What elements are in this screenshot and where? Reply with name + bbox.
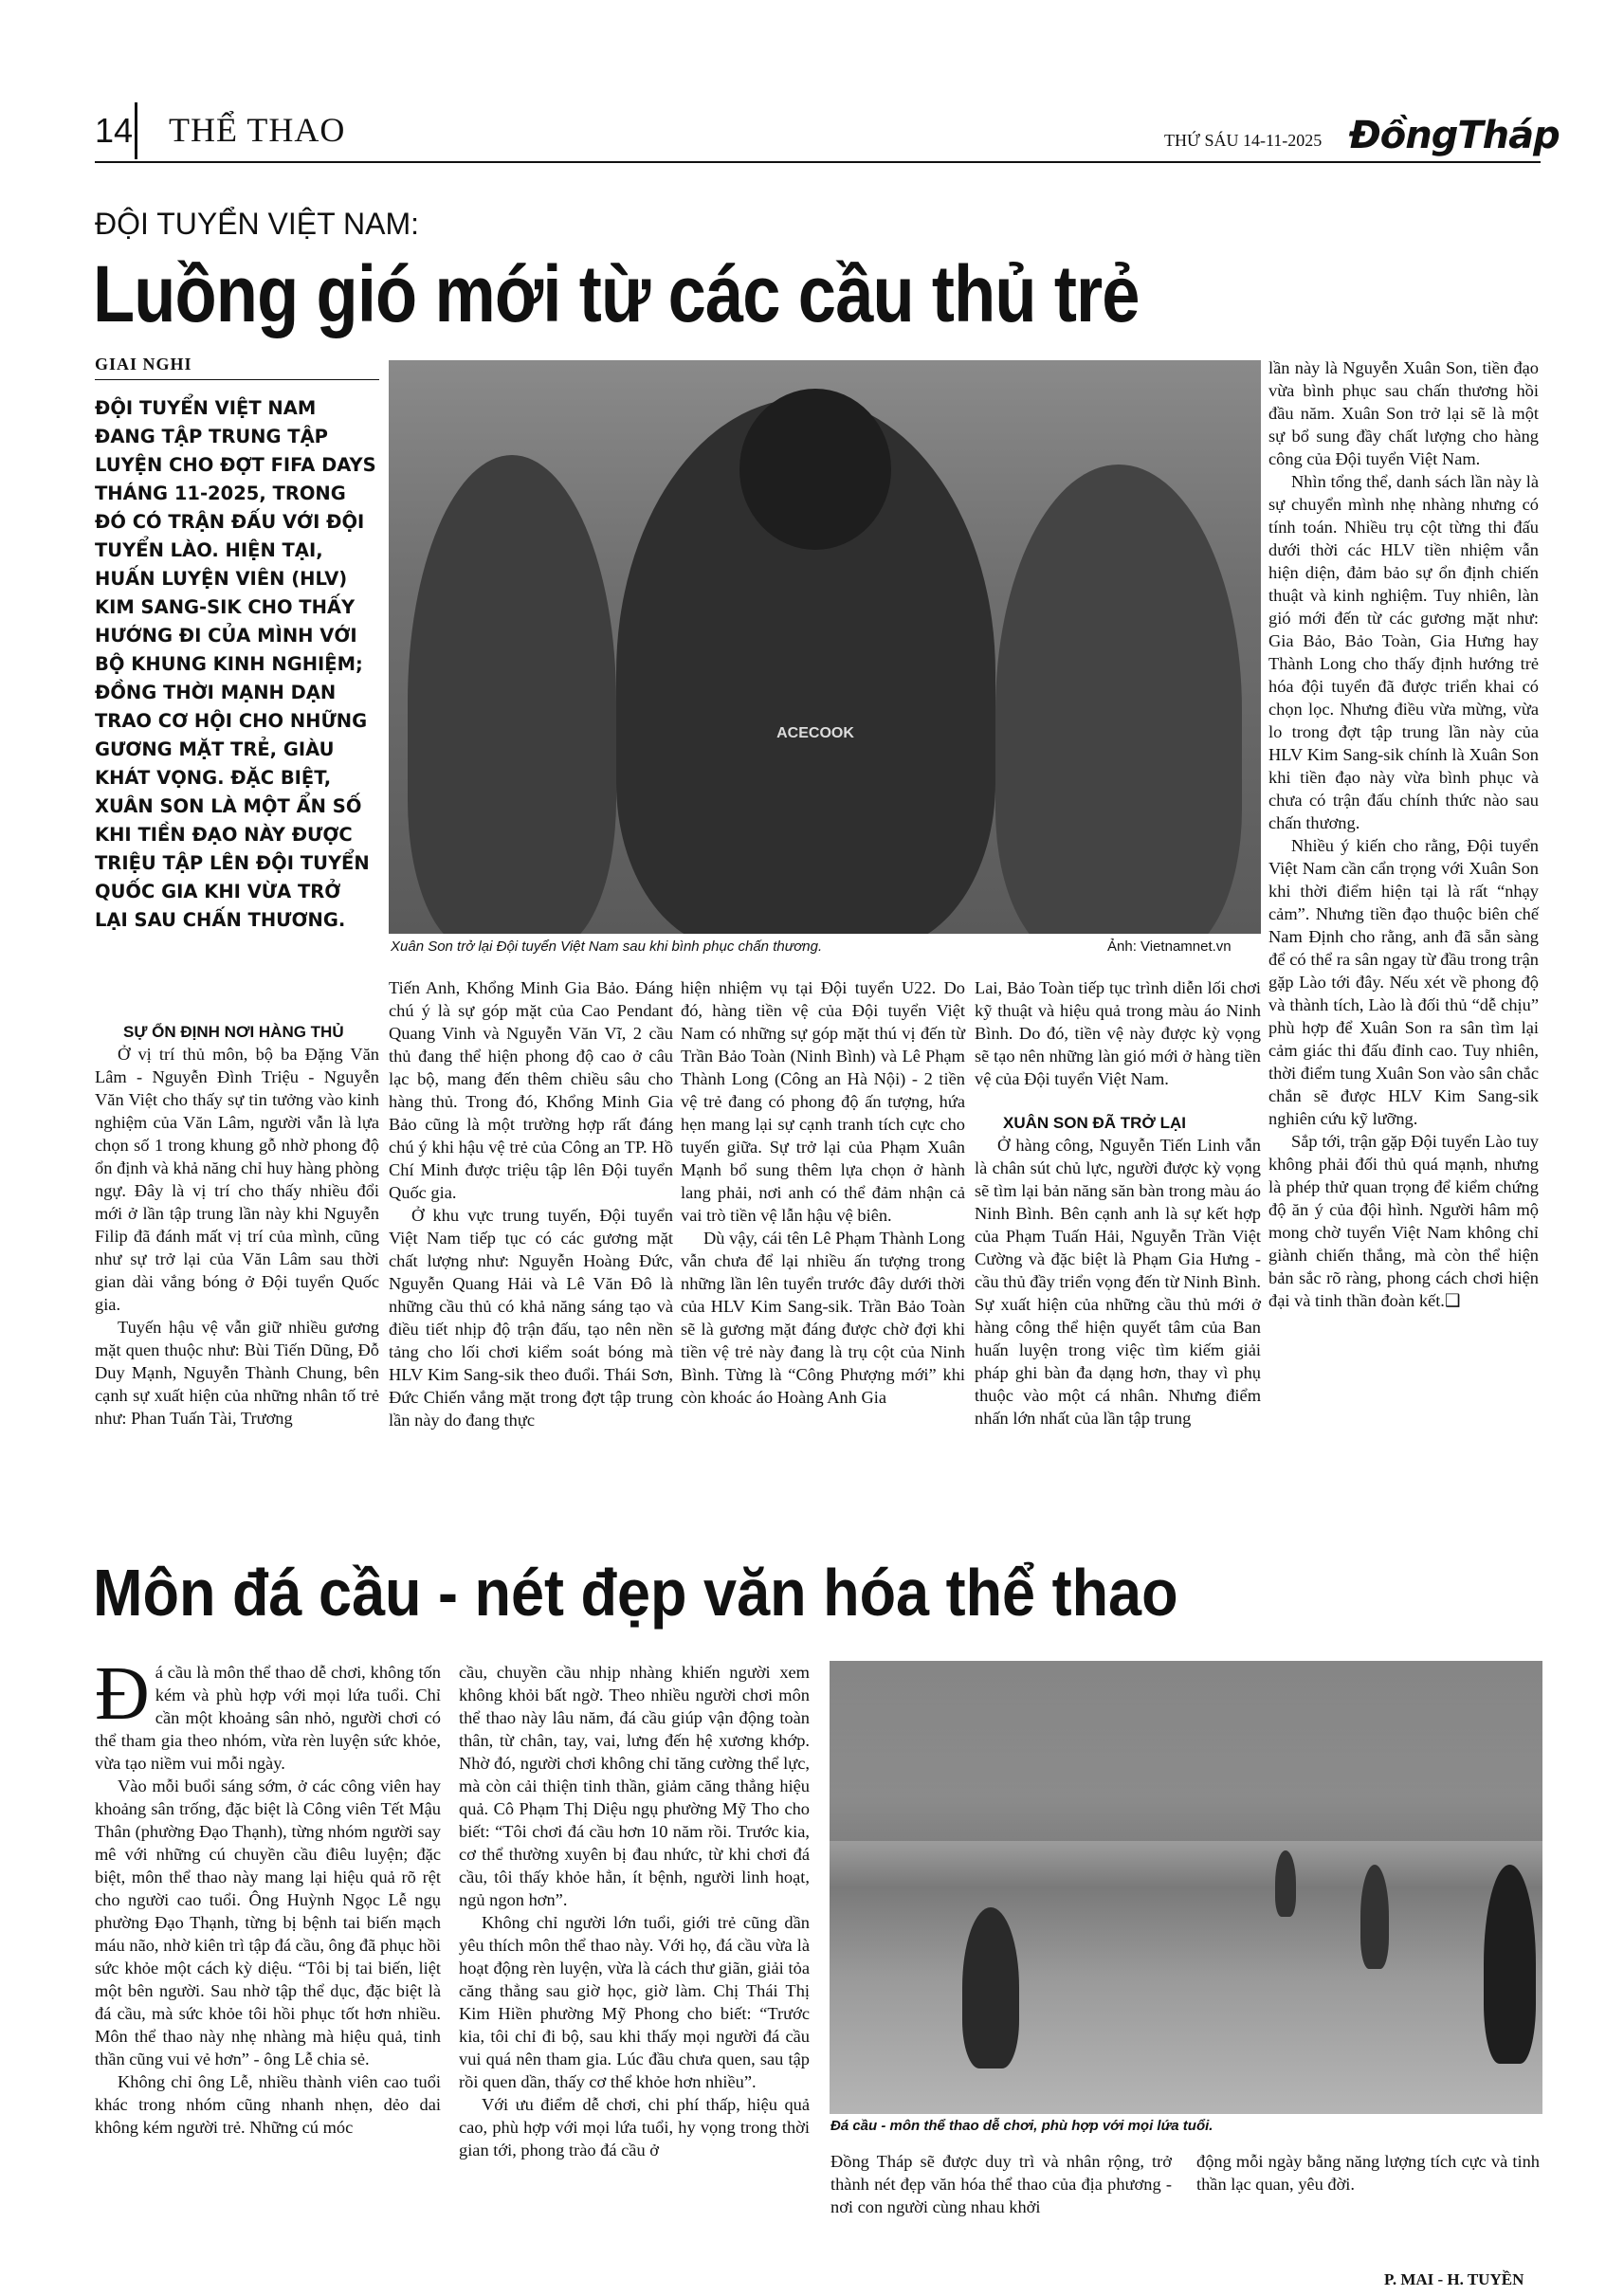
article1-col4b xyxy=(975,1134,1261,1430)
article1-author: GIAI NGHI xyxy=(95,355,192,374)
article2-col4 xyxy=(1196,2150,1540,2196)
paragraph: Sắp tới, trận gặp Đội tuyển Lào tuy không phải đối thủ quá mạnh, nhưng là phép thử quan trọng để kiểm chứng độ ăn ý của đội hình. Người hâm mộ mong chờ tuyển Việt Nam không chỉ giành chiến thắng, mà còn thể hiện bản sắc rõ ràng, phong cách chơi hiện đại và tinh thần đoàn kết.❑ xyxy=(1268,1132,1539,1310)
main-photo-credit: Ảnh: Vietnamnet.vn xyxy=(1107,938,1232,955)
paragraph: Nhìn tổng thể, danh sách lần này là sự chuyển mình nhẹ nhàng nhưng có tính toán. Nhiều trụ cột từng thi đấu dưới thời các HLV tiền nhiệm vẫn hiện diện, đảm bảo sự ổn định chiến thuật và kinh nghiệm. Tuy nhiên, làn gió mới đến từ các gương mặt như: Gia Bảo, Bảo Toàn, Gia Hưng hay Thành Long cho thấy định hướng trẻ hóa đội tuyển đã được triển khai có chọn lọc. Nhưng điều vừa mừng, vừa lo trong đợt tập trung lần này của HLV Kim Sang-sik chính là Xuân Son khi tiền đạo này vừa bình phục và chưa có trận đấu chính thức nào sau chấn thương. xyxy=(1268,472,1539,832)
paragraph: Ở vị trí thủ môn, bộ ba Đặng Văn Lâm - Nguyễn Đình Triệu - Nguyễn Văn Việt cho thấy sự tin tưởng vào kinh nghiệm của Văn Lâm, người vẫn là lựa chọn số 1 trong khung gỗ nhờ phong độ ổn định và khả năng chỉ huy hàng phòng ngự. Đây là vị trí cho thấy nhiều đổi mới ở lần tập trung lần này khi Nguyễn Filip đã đánh mất vị trí của mình, cũng như sự trở lại của Văn Lâm sau thời gian dài vắng bóng ở Đội tuyển Quốc gia. xyxy=(95,1045,379,1314)
player-figure xyxy=(1275,1850,1296,1917)
article1-kicker: ĐỘI TUYỂN VIỆT NAM: xyxy=(95,207,419,241)
subheading-xuan-son: XUÂN SON ĐÃ TRỞ LẠI xyxy=(1003,1114,1187,1132)
shuttlecock-photo xyxy=(830,1661,1542,2114)
paragraph: Ở khu vực trung tuyến, Đội tuyển Việt Nam tiếp tục có các gương mặt chất lượng như: Nguyễn Hoàng Đức, Nguyễn Quang Hải và Lê Văn Đô là những cầu thủ có khả năng sáng tạo và điều tiết nhịp độ trận đấu, tạo nên nền tảng cho lối chơi kiểm soát bóng mà HLV Kim Sang-sik theo đuổi. Thái Sơn, Đức Chiến vắng mặt trong đợt tập trung lần này do đang thực xyxy=(389,1206,673,1430)
article2-col3 xyxy=(830,2150,1172,2218)
article2-byline: P. MAI - H. TUYỀN xyxy=(1384,2270,1524,2288)
paragraph: Không chỉ ông Lễ, nhiều thành viên cao tuổi khác trong nhóm cũng nhanh nhẹn, dẻo dai không kém người trẻ. Những cú móc xyxy=(95,2072,441,2137)
player-figure xyxy=(1484,1865,1536,2064)
section-title: THỂ THAO xyxy=(169,111,346,149)
main-photo-caption: Xuân Son trở lại Đội tuyển Việt Nam sau khi bình phục chấn thương. xyxy=(391,938,823,955)
newspaper-logo: ĐồngTháp xyxy=(1349,114,1560,157)
player-left xyxy=(408,455,616,934)
paragraph: cầu, chuyền cầu nhịp nhàng khiến người xem không khỏi bất ngờ. Theo nhiều người chơi môn thể thao này lâu năm, đá cầu giúp vận động toàn thân, từ chân, tay, vai, lưng đến hệ xương khớp. Nhờ đó, người chơi không chỉ tăng cường thể lực, mà còn cải thiện tinh thần, giảm căng thẳng hiệu quả. Cô Phạm Thị Diệu ngụ phường Mỹ Tho cho biết: “Tôi chơi đá cầu hơn 10 năm rồi. Trước kia, cơ thể thường xuyên bị đau nhức, từ khi chơi đá cầu, tôi thấy khỏe hẳn, ít bệnh, người linh hoạt, ngủ ngon hơn”. xyxy=(459,1663,810,1909)
author-rule xyxy=(95,379,379,380)
main-photo xyxy=(389,360,1261,934)
paragraph-text: á cầu là môn thể thao dễ chơi, không tốn kém và phù hợp với mọi lứa tuổi. Chỉ cần một khoảng sân nhỏ, người chơi có thể tham gia theo nhóm, vừa rèn luyện sức khỏe, vừa tạo niềm vui mỗi ngày. xyxy=(95,1663,441,1773)
paragraph: Với ưu điểm dễ chơi, chi phí thấp, hiệu quả cao, phù hợp với mọi lứa tuổi, hy vọng trong thời gian tới, phong trào đá cầu ở xyxy=(459,2095,810,2159)
player-center-head xyxy=(739,389,891,550)
page-number: 14 xyxy=(95,102,137,159)
paragraph: hiện nhiệm vụ tại Đội tuyển U22. Do đó, hàng tiền vệ của Đội tuyển Việt Nam có những sự góp mặt thú vị đến từ Trần Bảo Toàn (Ninh Bình) và Lê Phạm Thành Long (Công an Hà Nội) - 2 tiền vệ trẻ đang có phong độ ấn tượng, hứa hẹn mang lại sự cạnh tranh tích cực cho tuyến giữa. Sự trở lại của Phạm Xuân Mạnh bổ sung thêm lựa chọn ở hành lang phải, nơi anh có thể đảm nhận cả vai trò tiền vệ lẫn hậu vệ biên. xyxy=(681,978,965,1225)
article1-col4a xyxy=(975,976,1261,1090)
paragraph: Lai, Bảo Toàn tiếp tục trình diễn lối chơi kỹ thuật và hiệu quả trong màu áo Ninh Bình. Do đó, tiền vệ này được kỳ vọng sẽ tạo nên những làn gió mới ở hàng tiền vệ của Đội tuyển Việt Nam. xyxy=(975,978,1261,1088)
paragraph: lần này là Nguyễn Xuân Son, tiền đạo vừa bình phục sau chấn thương hồi đầu năm. Xuân Son trở lại sẽ là một sự bổ sung đầy chất lượng cho hàng công của Đội tuyển Việt Nam. xyxy=(1268,358,1539,468)
paragraph: Nhiều ý kiến cho rằng, Đội tuyển Việt Nam cần cẩn trọng với Xuân Son khi thời điểm hiện tại là rất “nhạy cảm”. Nhưng tiền đạo thuộc biên chế Nam Định cho rằng, anh đã sẵn sàng để có thể ra sân ngay từ đầu trong trận gặp Lào tới đây. Nếu xét về phong độ và thành tích, Lào là đối thủ “dễ chịu” phù hợp để Xuân Son ra sân tìm lại cảm giác thi đấu đỉnh cao. Tuy nhiên, thời điểm tung Xuân Son vào sân chắc chắn sẽ được HLV Kim Sang-sik nghiên cứu kỹ lưỡng. xyxy=(1268,836,1539,1128)
shuttlecock-photo-caption: Đá cầu - môn thể thao dễ chơi, phù hợp với mọi lứa tuổi. xyxy=(830,2118,1213,2134)
article1-col2 xyxy=(389,976,673,1431)
article1-col5 xyxy=(1268,356,1539,1312)
player-right xyxy=(995,465,1242,934)
article1-sapo: ĐỘI TUYỂN VIỆT NAM ĐANG TẬP TRUNG TẬP LUYỆN CHO ĐỢT FIFA DAYS THÁNG 11-2025, TRONG ĐÓ CÓ TRẬN ĐẤU VỚI ĐỘI TUYỂN LÀO. HIỆN TẠI, HUẤN LUYỆN VIÊN (HLV) KIM SANG-SIK CHO THẤY HƯỚNG ĐI CỦA MÌNH VỚI BỘ KHUNG KINH NGHIỆM; ĐỒNG THỜI MẠNH DẠN TRAO CƠ HỘI CHO NHỮNG GƯƠNG MẶT TRẺ, GIÀU KHÁT VỌNG. ĐẶC BIỆT, XUÂN SON LÀ MỘT ẨN SỐ KHI TIỀN ĐẠO NÀY ĐƯỢC TRIỆU TẬP LÊN ĐỘI TUYỂN QUỐC GIA KHI VỪA TRỞ LẠI SAU CHẤN THƯƠNG. xyxy=(95,397,376,931)
subheading-defense: SỰ ỔN ĐỊNH NƠI HÀNG THỦ xyxy=(123,1023,344,1041)
issue-date: THỨ SÁU 14-11-2025 xyxy=(1164,131,1323,150)
article2-col1 xyxy=(95,1652,441,2139)
paragraph: Đồng Tháp sẽ được duy trì và nhân rộng, trở thành nét đẹp văn hóa thể thao của địa phương - nơi con người cùng nhau khởi xyxy=(830,2152,1172,2216)
paragraph: Ở hàng công, Nguyễn Tiến Linh vẫn là chân sút chủ lực, người được kỳ vọng sẽ tìm lại bản năng săn bàn trong màu áo Ninh Bình. Bên cạnh anh là sự kết hợp của Phạm Tuấn Hải, Nguyễn Trần Việt Cường và đặc biệt là Phạm Gia Hưng - cầu thủ đầy triển vọng đến từ Ninh Bình. Sự xuất hiện của những cầu thủ mới ở hàng công thể hiện quyết tâm của Ban huấn luyện trong việc tìm kiếm giải pháp ghi bàn đa dạng hơn, thay vì phụ thuộc vào một cá nhân. Nhưng điểm nhấn lớn nhất của lần tập trung xyxy=(975,1136,1261,1428)
tree-canopy xyxy=(830,1661,1542,1841)
paragraph: Tiến Anh, Khổng Minh Gia Bảo. Đáng chú ý là sự góp mặt của Cao Pendant Quang Vinh và Nguyễn Văn Vĩ, 2 cầu thủ đang thể hiện phong độ cao ở câu lạc bộ, mang đến thêm chiều sâu cho hàng thủ. Trong đó, Khổng Minh Gia Bảo cũng là một trường hợp rất đáng chú ý khi hậu vệ trẻ của Công an TP. Hồ Chí Minh được triệu tập lên Đội tuyển Quốc gia. xyxy=(389,978,673,1202)
paragraph: Vào mỗi buổi sáng sớm, ở các công viên hay khoảng sân trống, đặc biệt là Công viên Tết Mậu Thân (phường Đạo Thạnh), từng nhóm người say mê với những cú chuyền cầu điêu luyện; đặc biệt, môn thể thao này mang lại hiệu quả rõ rệt cho người cao tuổi. Ông Huỳnh Ngọc Lễ ngụ phường Đạo Thạnh, từng bị bệnh tai biến mạch máu não, nhờ kiên trì tập đá cầu, ông đã phục hồi sức khỏe một cách kỳ diệu. “Tôi bị tai biến, liệt một bên người. Sau nhờ tập thể dục, đặc biệt là đá cầu, mà sức khỏe tôi hồi phục tốt hơn nhiều. Môn thể thao này nhẹ nhàng mà hiệu quả, tinh thần cũng vui vẻ hơn” - ông Lễ chia sẻ. xyxy=(95,1777,441,2068)
paragraph: Tuyến hậu vệ vẫn giữ nhiều gương mặt quen thuộc như: Bùi Tiến Dũng, Đỗ Duy Mạnh, Nguyễn Thành Chung, bên cạnh sự xuất hiện của những nhân tố trẻ như: Phan Tuấn Tài, Trương xyxy=(95,1318,379,1428)
shirt-sponsor-text: ACECOOK xyxy=(776,725,854,741)
player-figure xyxy=(1360,1865,1389,1969)
paragraph: Không chỉ người lớn tuổi, giới trẻ cũng dần yêu thích môn thể thao này. Với họ, đá cầu vừa là hoạt động rèn luyện, vừa là cách thư giãn, giải tỏa căng thẳng sau giờ học, giờ làm. Chị Thái Thị Kim Hiền phường Mỹ Phong cho biết: “Trước kia, tôi chỉ đi bộ, sau khi thấy mọi người đá cầu vui quá nên tham gia. Lúc đầu chưa quen, sau tập rồi quen dần, thấy cơ thể khỏe hơn nhiều”. xyxy=(459,1913,810,2091)
paragraph: Dù vậy, cái tên Lê Phạm Thành Long vẫn chưa để lại nhiều ấn tượng trong những lần lên tuyển trước đây dưới thời của HLV Kim Sang-sik. Trần Bảo Toàn sẽ là gương mặt đáng được chờ đợi khi tiền vệ trẻ này đang là trụ cột của Ninh Bình. Từng là “Công Phượng mới” khi còn khoác áo Hoàng Anh Gia xyxy=(681,1229,965,1407)
paragraph xyxy=(95,1652,441,1775)
player-figure xyxy=(962,1907,1019,2068)
paragraph: động mỗi ngày bằng năng lượng tích cực và tinh thần lạc quan, yêu đời. xyxy=(1196,2152,1540,2194)
article1-col1 xyxy=(95,1043,379,1430)
article1-col3 xyxy=(681,976,965,1409)
article1-headline: Luồng gió mới từ các cầu thủ trẻ xyxy=(93,249,1140,338)
article2-headline: Môn đá cầu - nét đẹp văn hóa thể thao xyxy=(93,1556,1178,1630)
header-rule xyxy=(95,161,1541,163)
drop-cap: Đ xyxy=(95,1652,150,1736)
article2-col2 xyxy=(459,1661,810,2161)
